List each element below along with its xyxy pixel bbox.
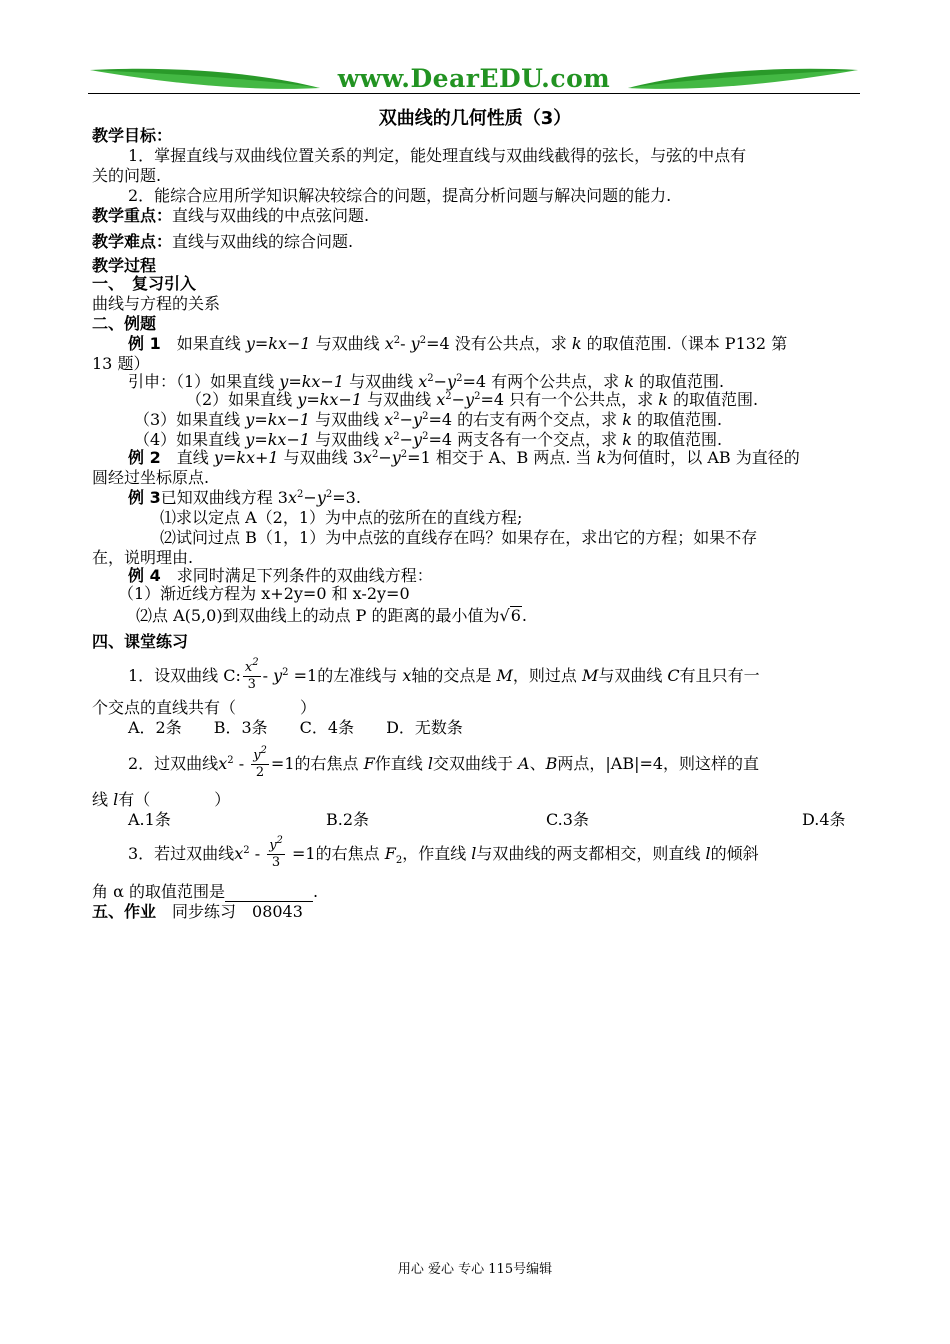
minus: - [238,754,245,773]
exponent: 2 [276,835,283,846]
practice-2-option-c: C.3条 [546,810,589,829]
var-B: B [545,754,558,773]
text: =1的右焦点 [270,754,364,773]
exponent: 2 [227,755,234,766]
var-M: M [581,666,599,685]
text: =4 的右支有两个交点，求 [428,410,623,429]
var-k: k [622,430,632,449]
exponent: 2 [400,449,408,460]
var-x: x [436,390,446,409]
extension-3 [134,410,722,430]
line-equation: y=kx−1 [245,410,311,429]
example-3-q2-cont: 在，说明理由. [92,548,194,567]
text: 的取值范围. [667,390,759,409]
text: 两点，|AB|=4，则这样的直 [557,754,760,773]
text: （3）如果直线 [134,410,246,429]
text: . [521,606,527,625]
example-3 [128,488,361,508]
minus: - [254,844,261,863]
fraction-x2-over-3 [243,657,261,693]
text: 已知双曲线方程 3 [160,488,288,507]
focus-line [92,206,369,226]
text: 与双曲线的两支都相交，则直线 [476,844,706,863]
text: 1．设双曲线 C: [128,666,241,685]
exponent: 2 [371,449,379,460]
process-label: 教学过程 [92,256,157,275]
exponent: 2 [393,411,400,422]
exponent: 2 [243,845,250,856]
text: =4 没有公共点，求 [426,334,572,353]
practice-1-cont: 个交点的直线共有（ ） [92,698,317,717]
var-x: x [418,372,428,391]
practice-1 [128,658,760,694]
var-x: x [218,754,228,773]
text: =4 两支各有一个交点，求 [428,430,623,449]
text: 2．过双曲线 [128,754,219,773]
var-y: y [253,748,261,763]
var-x: x [234,844,244,863]
practice-3-cont [92,882,318,902]
line-equation: y=kx−1 [279,372,345,391]
example-4-c1: （1）渐近线方程为 x+2y=0 和 x-2y=0 [118,584,410,603]
goal-2: 2．能综合应用所学知识解决较综合的问题，提高分析问题与解决问题的能力. [128,186,672,205]
var-k: k [571,334,582,353]
practice-2 [128,744,759,784]
exponent: 2 [419,335,427,346]
exponent: 2 [427,373,434,384]
example-2-label: 例 2 [128,448,161,467]
var-y: y [465,390,475,409]
var-F: F [363,754,375,773]
text: 与双曲线 [344,372,419,391]
var-y: y [273,666,283,685]
var-x: x [402,666,412,685]
var-C: C [667,666,680,685]
text: 轴的交点是 [411,666,497,685]
text: ，作直线 [402,844,472,863]
minus: - [400,334,406,353]
goal-1-cont: 关的问题. [92,166,162,185]
text: =4 只有一个公共点，求 [480,390,659,409]
text: 与双曲线 [310,410,385,429]
goals-label: 教学目标： [92,126,173,145]
example-2-cont: 圆经过坐标原点. [92,468,210,487]
text: =1 相交于 A、B 两点. 当 [407,448,597,467]
practice-2-option-d: D.4条 [802,810,846,829]
page-title: 双曲线的几何性质（3） [378,108,572,129]
var-k: k [596,448,607,467]
practice-3 [128,834,759,881]
text: 的倾斜 [710,844,759,863]
text: ⑵点 A(5,0)到双曲线上的动点 P 的距离的最小值为 [136,606,500,625]
var-k: k [658,390,668,409]
exponent: 2 [297,489,304,500]
homework-label: 五、作业 [92,902,157,921]
var-y: y [410,334,420,353]
answer-blank[interactable] [225,885,313,902]
text: 如果直线 [160,334,246,353]
var-y: y [391,448,401,467]
text: 交双曲线于 [432,754,519,773]
text: 作直线 [374,754,428,773]
text: 、 [529,754,546,773]
text: 求同时满足下列条件的双曲线方程： [160,566,433,585]
minus: − [303,488,317,507]
exponent: 2 [474,391,481,402]
line-equation: y=kx+1 [213,448,279,467]
line-equation: y=kx−1 [245,334,311,353]
var-x: x [384,430,394,449]
minus: − [433,372,448,391]
text: 为何值时，以 AB 为直径的 [606,448,800,467]
section-practice: 四、课堂练习 [92,632,189,651]
example-2 [128,448,800,468]
var-l: l [471,844,477,863]
page-footer: 用心 爱心 专心 115号编辑 [397,1262,553,1277]
practice-1-options: A．2条 B．3条 C．4条 D．无数条 [128,718,463,737]
text: =4 有两个公共点，求 [462,372,625,391]
var-x: x [384,334,394,353]
text: 角 α 的取值范围是 [92,882,225,901]
example-1 [128,334,787,354]
exponent: 2 [282,667,289,678]
example-3-q2: ⑵试问过点 B（1，1）为中点弦的直线存在吗？如果存在，求出它的方程；如果不存 [160,528,758,547]
denominator: 3 [271,855,281,870]
text: （2）如果直线 [186,390,298,409]
text: 直线 [160,448,214,467]
practice-2-option-a: A.1条 [128,810,171,829]
line-equation: y=kx−1 [297,390,363,409]
example-4 [128,566,433,586]
exponent: 2 [260,745,267,756]
text: . [312,882,319,901]
practice-2-option-b: B.2条 [326,810,370,829]
text: 的取值范围. [633,372,725,391]
denominator: 3 [247,677,256,692]
var-y: y [413,430,423,449]
exponent: 2 [422,431,429,442]
var-F: F [384,844,396,863]
extension-2 [186,390,758,410]
homework-line [92,902,303,922]
example-1-label: 例 1 [128,334,161,353]
text: ，则过点 [512,666,582,685]
text: （4）如果直线 [134,430,246,449]
extension-1 [128,372,724,392]
exponent: 2 [393,335,401,346]
example-4-label: 例 4 [128,566,161,585]
var-l: l [705,844,711,863]
example-1-cont: 13 题） [92,354,150,373]
var-y: y [316,488,326,507]
text: 有（ ） [118,790,231,809]
text: 与双曲线 [598,666,668,685]
var-A: A [518,754,530,773]
var-x: x [244,660,253,675]
fraction-y2-over-3 [267,835,285,871]
site-logo: www.DearEDU.com [337,64,611,93]
focus-label: 教学重点： [92,206,173,225]
goal-1: 1．掌握直线与双曲线位置关系的判定，能处理直线与双曲线截得的弦长，与弦的中点有 [128,146,747,165]
text: 的取值范围.（课本 P132 第 [581,334,788,353]
var-x: x [384,410,394,429]
text: 与双曲线 [362,390,437,409]
exponent: 2 [393,431,400,442]
text: 线 [92,790,114,809]
var-l: l [113,790,119,809]
text: 3．若过双曲线 [128,844,235,863]
section-examples: 二、例题 [92,314,157,333]
example-3-label: 例 3 [128,488,161,507]
exponent: 2 [422,411,429,422]
var-y: y [269,838,277,853]
minus: − [399,410,414,429]
difficulty-text: 直线与双曲线的综合问题. [172,232,354,251]
minus: − [399,430,414,449]
line-equation: y=kx−1 [245,430,311,449]
example-4-c2: ⑵点 A(5,0)到双曲线上的动点 P 的距离的最小值为√6. [136,606,527,625]
var-y: y [447,372,457,391]
var-x: x [288,488,298,507]
minus: - [262,666,269,685]
var-y: y [413,410,423,429]
text: =1的右焦点 [292,844,385,863]
text: 的取值范围. [631,410,723,429]
var-M: M [496,666,513,685]
text: 与双曲线 [310,430,385,449]
difficulty-line [92,232,353,252]
exponent: 2 [252,657,259,668]
var-l: l [427,754,433,773]
extension-4 [134,430,722,450]
text: 引申：（1）如果直线 [128,372,280,391]
focus-text: 直线与双曲线的中点弦问题. [172,206,370,225]
text: =1的左准线与 [293,666,403,685]
denominator: 2 [255,765,265,780]
minus: − [378,448,392,467]
text: 有且只有一 [679,666,760,685]
text: 与双曲线 [310,334,385,353]
minus: − [451,390,466,409]
exponent: 2 [456,373,463,384]
section-review: 一、 复习引入 [92,274,197,293]
subscript: 2 [395,855,403,867]
difficulty-label: 教学难点： [92,232,173,251]
exponent: 2 [325,489,333,500]
practice-2-cont [92,790,230,810]
text: 与双曲线 3 [278,448,363,467]
text: =3. [332,488,361,507]
var-k: k [624,372,634,391]
example-3-q1: ⑴求以定点 A（2，1）为中点的弦所在的直线方程; [160,508,523,527]
exponent: 2 [445,391,452,402]
fraction-y2-over-2 [251,745,269,781]
header-rule [88,93,860,94]
homework-text: 同步练习 08043 [156,902,303,921]
var-k: k [622,410,632,429]
radical-value: 6 [510,606,521,625]
var-x: x [362,448,372,467]
review-text: 曲线与方程的关系 [92,294,221,313]
text: 的取值范围. [631,430,723,449]
